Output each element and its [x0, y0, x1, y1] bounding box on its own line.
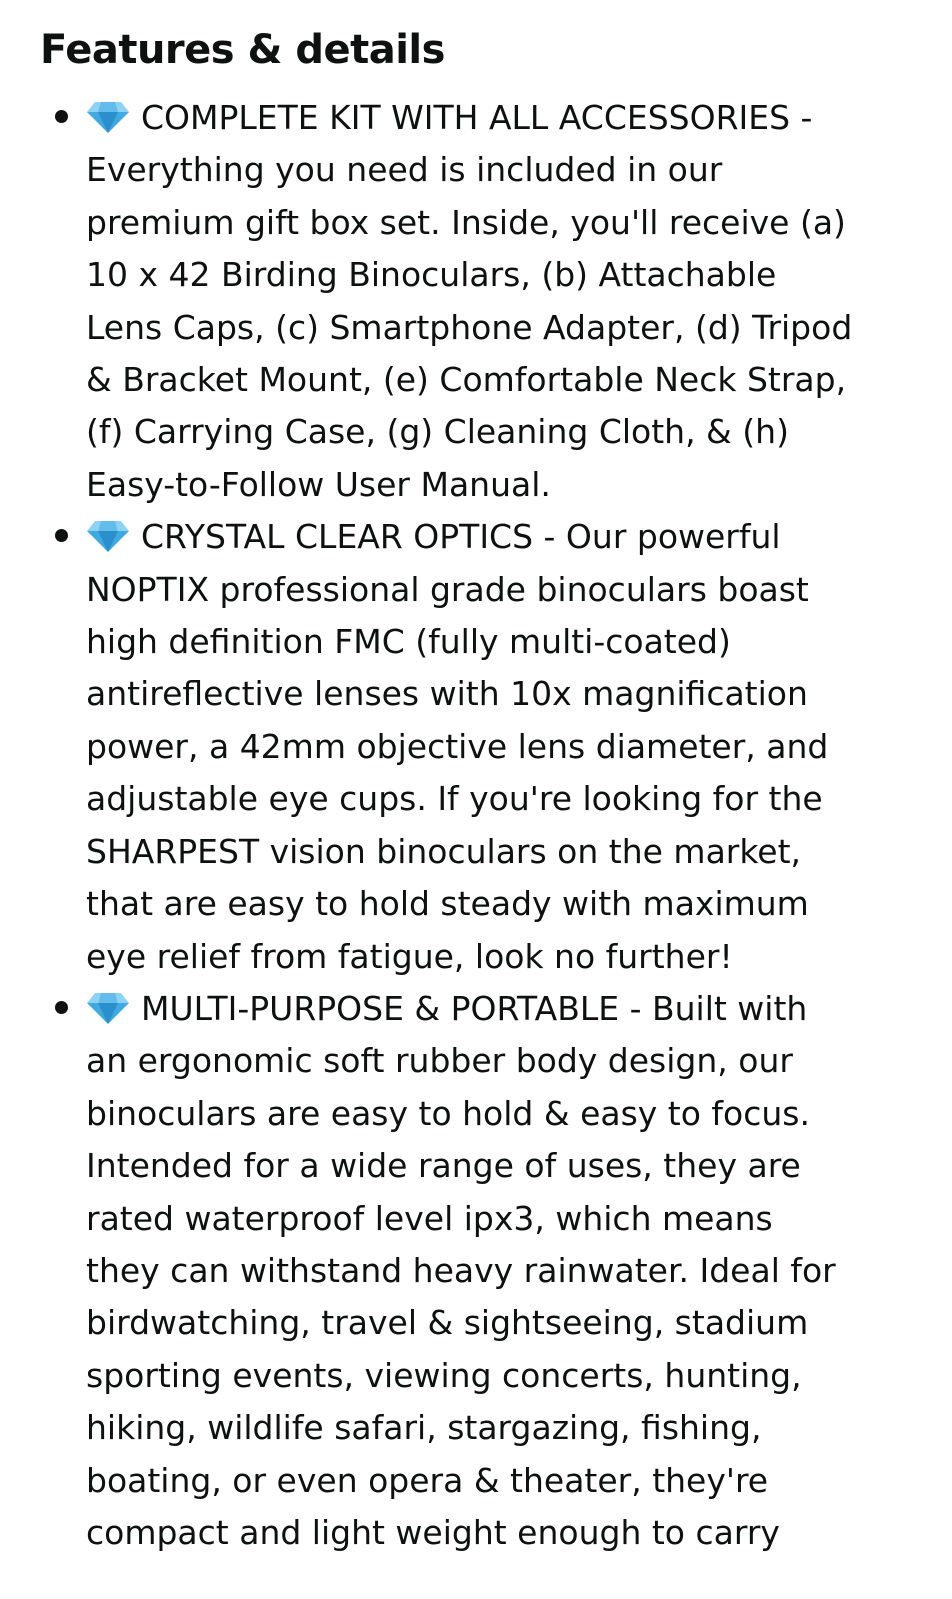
- bullet-dot: [55, 529, 68, 542]
- feature-line: [86, 773, 916, 825]
- feature-line-text: NOPTIX professional grade binoculars boast: [86, 569, 809, 609]
- feature-line-text: (f) Carrying Case, (g) Cleaning Cloth, & (h): [86, 412, 789, 452]
- feature-list: [0, 92, 952, 1559]
- feature-line-text: & Bracket Mount, (e) Comfortable Neck Strap,: [86, 360, 847, 400]
- feature-line: [86, 1035, 916, 1087]
- feature-line: [86, 459, 916, 511]
- feature-line: [86, 668, 916, 720]
- feature-line-text: Lens Caps, (c) Smartphone Adapter, (d) Tripod: [86, 307, 853, 347]
- feature-line: [86, 1140, 916, 1192]
- feature-line: [86, 197, 916, 249]
- feature-line-text: adjustable eye cups. If you're looking for the: [86, 779, 823, 819]
- feature-line: [86, 1402, 916, 1454]
- feature-line-text: 10 x 42 Birding Binoculars, (b) Attachable: [86, 255, 777, 295]
- feature-line: [86, 878, 916, 930]
- feature-item-1: [0, 92, 916, 511]
- feature-line-text: MULTI-PURPOSE & PORTABLE - Built with: [141, 988, 808, 1028]
- feature-line-text: hiking, wildlife safari, stargazing, fishing,: [86, 1408, 762, 1448]
- bullet-dot: [55, 110, 68, 123]
- feature-line: [86, 354, 916, 406]
- feature-line-text: that are easy to hold steady with maximum: [86, 884, 809, 924]
- feature-line: [86, 1245, 916, 1297]
- feature-line: [86, 826, 916, 878]
- gem-icon: [86, 519, 130, 553]
- feature-line-text: Everything you need is included in our: [86, 150, 723, 190]
- bullet-dot: [55, 1001, 68, 1014]
- feature-line-text: COMPLETE KIT WITH ALL ACCESSORIES -: [141, 98, 813, 137]
- feature-line: [86, 1507, 916, 1559]
- feature-line-text: an ergonomic soft rubber body design, our: [86, 1041, 793, 1081]
- feature-line-text: premium gift box set. Inside, you'll receive (a): [86, 202, 846, 242]
- feature-line: [86, 144, 916, 196]
- feature-line-text: they can withstand heavy rainwater. Ideal for: [86, 1250, 836, 1290]
- feature-item-2: [0, 511, 916, 983]
- feature-line: [86, 92, 916, 144]
- feature-item-3: [0, 983, 916, 1559]
- feature-line: [86, 931, 916, 983]
- feature-line-text: CRYSTAL CLEAR OPTICS - Our powerful: [141, 517, 781, 557]
- feature-line-text: eye relief from fatigue, look no further!: [86, 936, 733, 976]
- feature-line: [86, 511, 916, 563]
- feature-line-text: Easy-to-Follow User Manual.: [86, 464, 551, 504]
- feature-line: [86, 302, 916, 354]
- feature-line-text: power, a 42mm objective lens diameter, and: [86, 726, 829, 766]
- feature-line-text: boating, or even opera & theater, they're: [86, 1460, 769, 1500]
- feature-line: [86, 1297, 916, 1349]
- feature-line-text: compact and light weight enough to carry: [86, 1512, 780, 1552]
- feature-line: [86, 983, 916, 1035]
- feature-line: [86, 249, 916, 301]
- gem-icon: [86, 100, 130, 134]
- feature-line: [86, 406, 916, 458]
- feature-line-text: binoculars are easy to hold & easy to focus.: [86, 1093, 810, 1133]
- feature-line-text: sporting events, viewing concerts, hunting,: [86, 1355, 802, 1395]
- feature-line-text: birdwatching, travel & sightseeing, stadium: [86, 1303, 809, 1343]
- feature-line-text: antireflective lenses with 10x magnification: [86, 674, 808, 714]
- feature-line-text: Intended for a wide range of uses, they are: [86, 1146, 801, 1186]
- feature-line-text: SHARPEST vision binoculars on the market,: [86, 831, 802, 871]
- feature-line: [86, 1455, 916, 1507]
- feature-line: [86, 564, 916, 616]
- feature-line: [86, 1193, 916, 1245]
- feature-line: [86, 1088, 916, 1140]
- gem-icon: [86, 991, 130, 1025]
- feature-line-text: high definition FMC (fully multi-coated): [86, 622, 731, 662]
- feature-line: [86, 616, 916, 668]
- feature-line: [86, 721, 916, 773]
- section-heading: Features & details: [40, 27, 445, 73]
- feature-line-text: rated waterproof level ipx3, which means: [86, 1198, 773, 1238]
- feature-line: [86, 1350, 916, 1402]
